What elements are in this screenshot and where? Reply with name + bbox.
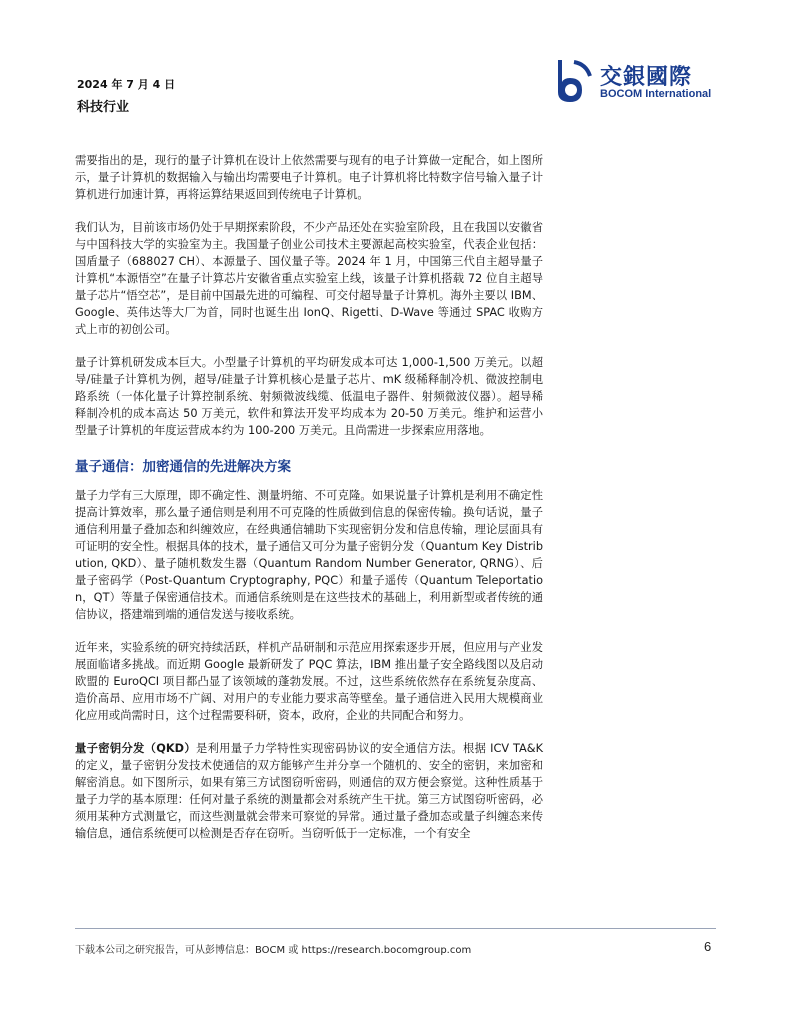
body-paragraph: 需要指出的是，现行的量子计算机在设计上依然需要与现有的电子计算做一定配合，如上图所示，量子计算机的数据输入与输出均需要电子计算机。电子计算机将比特数字信号输入量子计算机进行加速计算，再将运算结果返回到传统电子计算机。	[75, 154, 543, 201]
logo-name-en: BOCOM International	[600, 88, 712, 100]
body-paragraph: 量子力学有三大原理，即不确定性、测量坍缩、不可克隆。如果说量子计算机是利用不确定性提高计算效率，那么量子通信则是利用不可克隆的性质做到信息的保密传输。换句话说，量子通信利用量子叠加态和纠缠效应，在经典通信辅助下实现密钥分发和信息传输，理论层面具有可证明的安全性。根据具体的技术，量子通信又可分为量子密钥分发（Quantum Key Distribution, QKD）、量子随机数发生器（Quantum Random Number Generator, QRNG）、后量子密码学（Post-Quantum Cryptography, PQC）和量子遥传（Quantum Teleportation，QT）等量子保密通信技术。而通信系统则是在这些技术的基础上，利用新型或者传统的通信协议，搭建端到端的通信发送与接收系统。	[75, 489, 543, 621]
report-body	[75, 152, 543, 858]
company-logo	[552, 58, 722, 104]
section-title: 量子通信：加密通信的先进解决方案	[75, 459, 291, 475]
body-paragraph: 我们认为，目前该市场仍处于早期探索阶段，不少产品还处在实验室阶段，且在我国以安徽省与中国科技大学的实验室为主。我国量子创业公司技术主要源起高校实验室，代表企业包括：国盾量子（688027 CH）、本源量子、国仪量子等。2024 年 1 月，中国第三代自主超导量子计算机“本源悟空”在量子计算芯片安徽省重点实验室上线，该量子计算机搭载 72 位自主超导量子芯片“悟空芯”，是目前中国最先进的可编程、可交付超导量子计算机。海外主要以 IBM、Google、英伟达等大厂为首，同时也诞生出 IonQ、Rigetti、D-Wave 等通过 SPAC 收购方式上市的初创公司。	[75, 221, 543, 336]
bocom-logo-icon	[552, 58, 596, 104]
qkd-paragraph	[75, 740, 543, 842]
report-sector: 科技行业	[77, 100, 130, 115]
body-paragraph: 近年来，实验系统的研究持续活跃，样机产品研制和示范应用探索逐步开展，但应用与产业发展面临诸多挑战。而近期 Google 最新研发了 PQC 算法，IBM 推出量子安全路线图以及启动欧盟的 EuroQCI 项目都凸显了该领域的蓬勃发展。不过，这些系统依然存在系统复杂度高、造价高昂、应用市场不广阔、对用户的专业能力要求高等壁垒。量子通信进入民用大规模商业化应用或尚需时日，这个过程需要科研，资本，政府，企业的共同配合和努力。	[75, 641, 543, 722]
body-paragraph: 量子计算机研发成本巨大。小型量子计算机的平均研发成本可达 1,000-1,500 万美元。以超导/硅量子计算机为例，超导/硅量子计算机核心是量子芯片、mK 级稀释制冷机、微波控制电路系统（一体化量子计算控制系统、射频微波线缆、低温电子器件、射频微波仪器）。超导稀释制冷机的成本高达 50 万美元，软件和算法开发平均成本为 20-50 万美元。维护和运营小型量子计算机的年度运营成本约为 100-200 万美元。且尚需进一步探索应用落地。	[75, 356, 543, 437]
footer-text: 下载本公司之研究报告，可从彭博信息：BOCM 或 https://research.bocomgroup.com	[75, 945, 472, 956]
qkd-text: 是利用量子力学特性实现密码协议的安全通信方法。根据 ICV TA&K 的定义，量子密钥分发技术使通信的双方能够产生并分享一个随机的、安全的密钥，来加密和解密消息。如下图所示，如果有第三方试图窃听密码，则通信的双方便会察觉。这种性质基于量子力学的基本原理：任何对量子系统的测量都会对系统产生干扰。第三方试图窃听密码，必须用某种方式测量它，而这些测量就会带来可察觉的异常。通过量子叠加态或量子纠缠态来传输信息，通信系统便可以检测是否存在窃听。当窃听低于一定标准，一个有安全	[75, 742, 543, 840]
page-number: 6	[704, 939, 712, 954]
footer-rule	[75, 928, 716, 929]
qkd-lead: 量子密钥分发（QKD）	[75, 742, 196, 755]
logo-name-cn: 交銀國際	[600, 65, 693, 90]
report-date: 2024 年 7 月 4 日	[77, 78, 176, 91]
